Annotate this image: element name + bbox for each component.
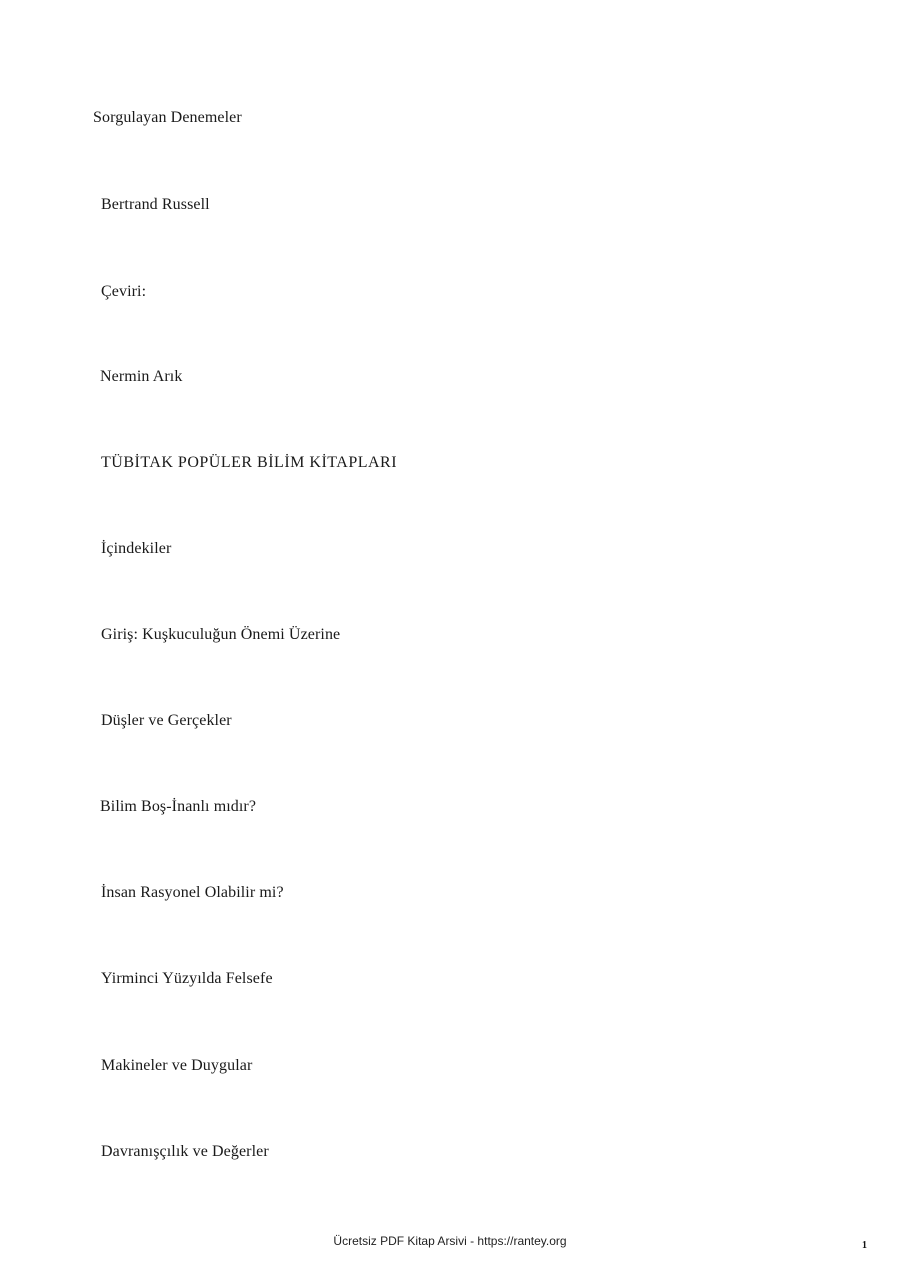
toc-entry: Giriş: Kuşkuculuğun Önemi Üzerine: [101, 626, 341, 643]
toc-entry: Yirminci Yüzyılda Felsefe: [101, 970, 273, 987]
translation-label: Çeviri:: [101, 283, 147, 300]
page-footer: Ücretsiz PDF Kitap Arsivi - https://rantey.org: [333, 1234, 567, 1248]
book-title: Sorgulayan Denemeler: [93, 109, 242, 126]
contents-heading: İçindekiler: [101, 540, 172, 557]
toc-entry: Düşler ve Gerçekler: [101, 712, 232, 729]
toc-entry: Davranışçılık ve Değerler: [101, 1143, 269, 1160]
author-name: Bertrand Russell: [101, 196, 210, 213]
toc-entry: Bilim Boş-İnanlı mıdır?: [100, 798, 257, 815]
toc-entry: Makineler ve Duygular: [101, 1057, 253, 1074]
toc-entry: İnsan Rasyonel Olabilir mi?: [101, 884, 284, 901]
page-number: 1: [862, 1240, 867, 1251]
translator-name: Nermin Arık: [100, 368, 183, 385]
series-name: TÜBİTAK POPÜLER BİLİM KİTAPLARI: [101, 454, 398, 471]
